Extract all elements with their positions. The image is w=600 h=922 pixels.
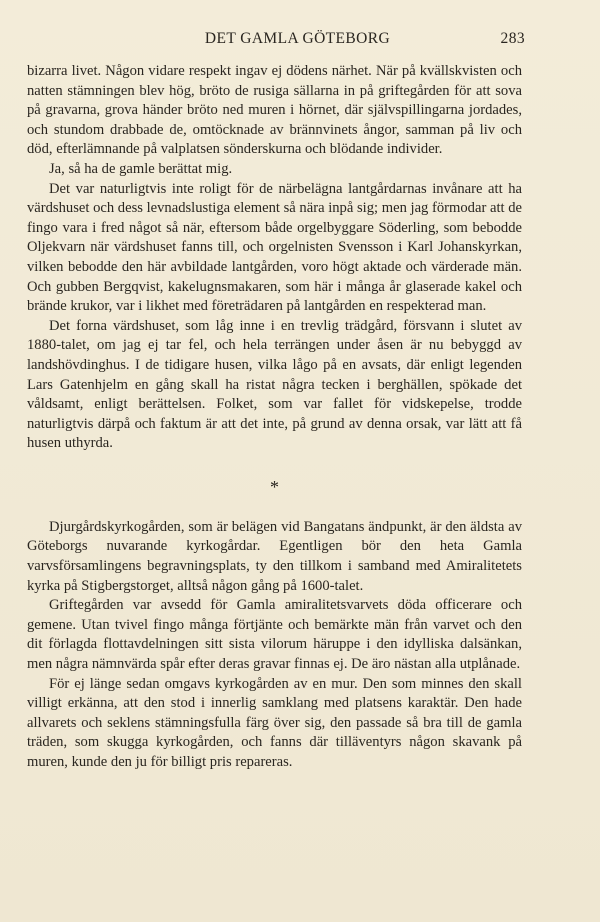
body-text <box>27 62 522 773</box>
section-break-asterisk: * <box>270 476 279 497</box>
paragraph: Djurgårdskyrkogården, som är belägen vid Bangatans ändpunkt, är den äldsta av Göteborgs nuvarande kyrkogårdar. Egentligen bör den heta Gamla varvsförsamlingens begravningsplats, ty den tillkom i samband med Amiralitetets kyrka på Stigbergstorget, alltså någon gång på 1600-talet. <box>27 518 522 594</box>
paragraph: För ej länge sedan omgavs kyrkogården av en mur. Den som minnes den skall villigt erkänna, att den stod i innerlig samklang med platsens karaktär. Den hade allvarets och seklens stämningsfulla färg över sig, den passade så bra till de gamla träden, som skugga kyrkogården, och fanns där tilläventyrs någon skavank på muren, kunde den ju för billigt pris repareras. <box>27 675 522 770</box>
paragraph: Det var naturligtvis inte roligt för de närbelägna lantgårdarnas invånare att ha värdshuset och dess levnadslustiga element så nära inpå sig; men jag förmodar att de fingo vara i fred något så när, eftersom både orgelbyggare Söderling, som bebodde Oljekvarn när värdshuset fanns till, och orgelnisten Svensson i Karl Johanskyrkan, vilken bebodde den här avbildade lantgården, voro högt aktade och värderade män. Och gubben Bergqvist, kakelugnsmakaren, som här i många år glaserade kakel och brände krukor, var i likhet med företrädaren på lantgården en respekterad man. <box>27 180 522 315</box>
paragraph: Griftegården var avsedd för Gamla amiralitetsvarvets döda officerare och gemene. Utan tvivel fingo många förtjänte och bemärkte män från varvet och den dit förlagda flottavdelningen sitt sista vilorum häruppe i den idylliska dalsänkan, men några nämnvärda spår efter deras gravar finnas ej. De äro nästan alla utplånade. <box>27 597 522 673</box>
paragraph: Ja, så ha de gamle berättat mig. <box>49 160 233 177</box>
paragraph-continued: bizarra livet. Någon vidare respekt ingav ej dödens närhet. När på kvällskvisten och natten stämningen blev hög, bröto de rusiga sällarna in på griftegården för att sova på gravarna, grova händer bröto ned muren i hörnet, där självspillingarna jordades, och stundom drabbade de, omtöcknade av brännvinets ångor, samman på liv och död, efterlämnande på valplatsen sönderskurna och blödande individer. <box>27 63 522 158</box>
page-number: 283 <box>500 30 525 47</box>
running-title: DET GAMLA GÖTEBORG <box>204 30 391 47</box>
paragraph: Det forna värdshuset, som låg inne i en trevlig trädgård, försvann i slutet av 1880-talet, om jag ej tar fel, och hela terrängen under åsen är nu bebyggd av landshövdinghus. I de tidigare husen, vilka lågo på en avsats, där enligt legenden Lars Gatenhjelm en gång skall ha ristat några tecken i berghällen, spökade det våldsamt, enligt berättelsen. Folket, som var fallet för vidskepelse, trodde naturligtvis därpå och faktum är att det inte, på grund av denna orsak, var lätt att få husen uthyrda. <box>27 317 522 452</box>
running-header <box>70 30 525 52</box>
